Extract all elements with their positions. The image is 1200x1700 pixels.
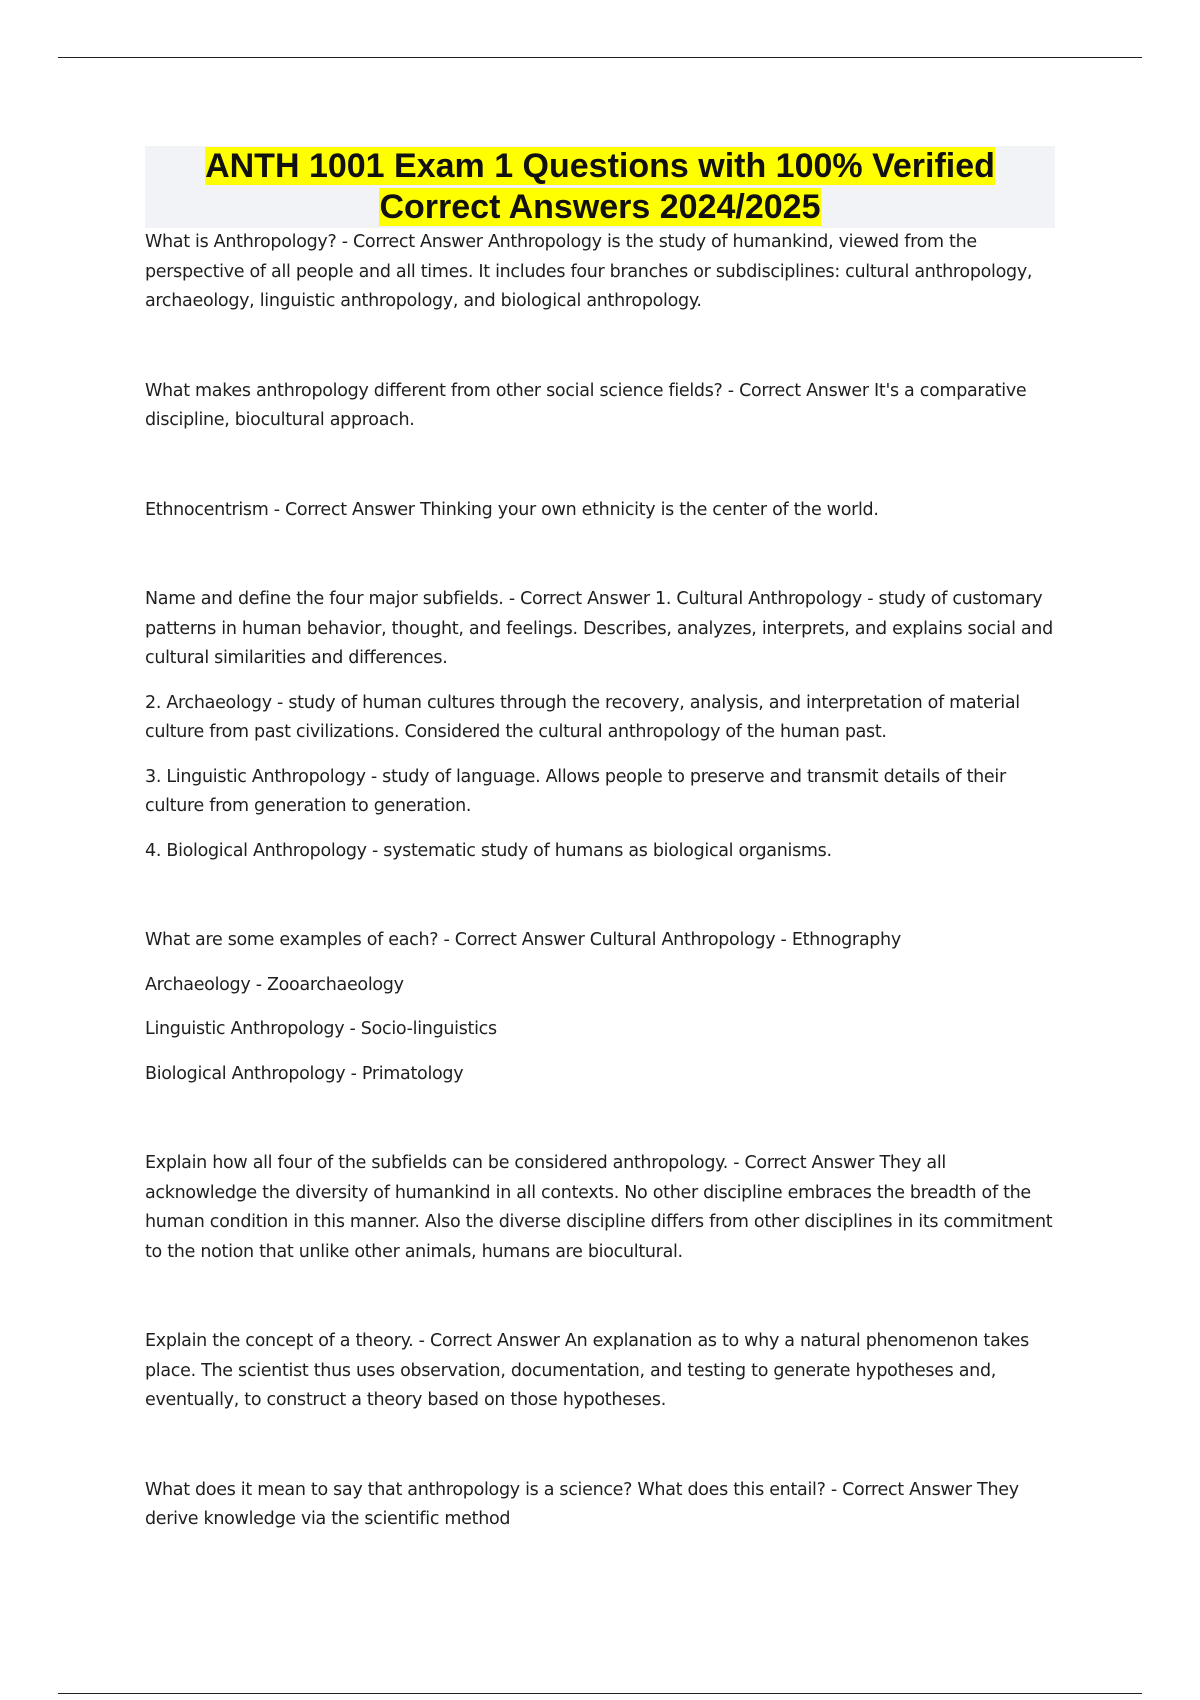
document-body [145,228,1060,1535]
qa-entry-continuation: 4. Biological Anthropology - systematic study of humans as biological organisms. [145,840,832,861]
document-title [145,146,1055,228]
qa-entry: What are some examples of each? - Correct Answer Cultural Anthropology - Ethnography [145,930,901,950]
qa-entry: Ethnocentrism - Correct Answer Thinking your own ethnicity is the center of the world. [145,499,879,520]
qa-entry-continuation: Linguistic Anthropology - Socio-linguistics [145,1019,497,1039]
qa-entry-continuation: Archaeology - Zooarchaeology [145,974,404,995]
qa-entry: Explain how all four of the subfields can be considered anthropology. - Correct Answer They all acknowledge the diversity of humankind in all contexts. No other discipline embraces the breadth of the human condition in this manner. Also the diverse discipline differs from other disciplines in its commitment to the notion that unlike other animals, humans are biocultural. [145,1153,1053,1262]
top-divider [58,57,1142,58]
bottom-divider [58,1693,1142,1694]
title-line-2: Correct Answers 2024/2025 [379,188,821,226]
title-line-1: ANTH 1001 Exam 1 Questions with 100% Verified [205,147,995,185]
qa-entry-continuation: Biological Anthropology - Primatology [145,1063,464,1084]
qa-entry-continuation: 2. Archaeology - study of human cultures through the recovery, analysis, and interpretation of material culture from past civilizations. Considered the cultural anthropology of the human past. [145,692,1020,742]
qa-entry: What makes anthropology different from other social science fields? - Correct Answer It's a comparative discipline, biocultural approach. [145,380,1027,430]
qa-entry-continuation: 3. Linguistic Anthropology - study of language. Allows people to preserve and transmit details of their culture from generation to generation. [145,766,1006,816]
qa-entry: Name and define the four major subfields. - Correct Answer 1. Cultural Anthropology - study of customary patterns in human behavior, thought, and feelings. Describes, analyzes, interprets, and explains social and cultural similarities and differences. [145,589,1053,668]
qa-entry: What is Anthropology? - Correct Answer Anthropology is the study of humankind, viewed from the perspective of all people and all times. It includes four branches or subdisciplines: cultural anthropology, archaeology, linguistic anthropology, and biological anthropology. [145,232,1033,311]
qa-entry: What does it mean to say that anthropology is a science? What does this entail? - Correct Answer They derive knowledge via the scientific method [145,1479,1019,1529]
qa-entry: Explain the concept of a theory. - Correct Answer An explanation as to why a natural phenomenon takes place. The scientist thus uses observation, documentation, and testing to generate hypotheses and, eventually, to construct a theory based on those hypotheses. [145,1331,1029,1410]
